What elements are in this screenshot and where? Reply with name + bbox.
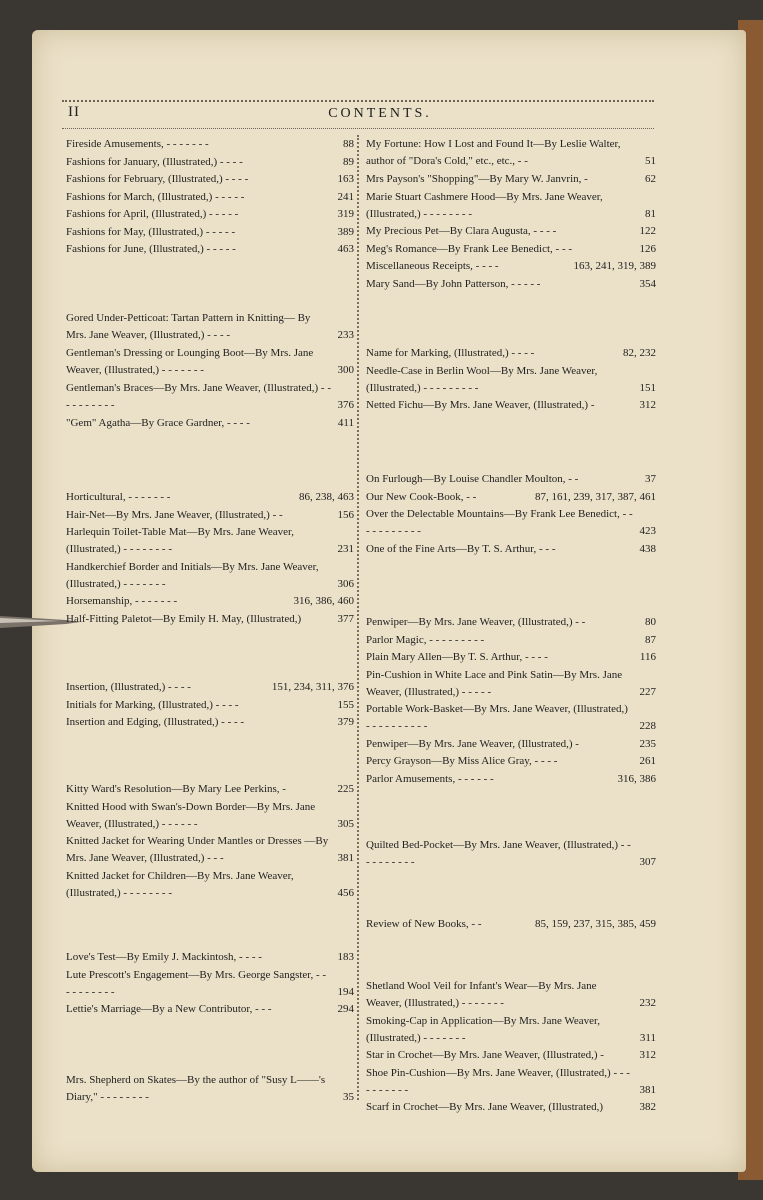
toc-entry-page: 85, 159, 237, 315, 385, 459 <box>535 918 656 930</box>
toc-entry <box>66 949 354 966</box>
toc-entry-page: 227 <box>639 685 656 698</box>
toc-entry-title: Handkerchief Border and Initials—By Mrs. Jane Weaver, (Illustrated,) - - - - - - - <box>66 561 319 591</box>
toc-entry <box>66 136 354 153</box>
toc-entry <box>66 189 354 206</box>
toc-entry-title: "Gem" Agatha—By Grace Gardner, - - - - <box>66 417 250 429</box>
toc-entry-page: 381 <box>337 852 354 865</box>
toc-entry-title: Quilted Bed-Pocket—By Mrs. Jane Weaver, (Illustrated,) - - - - - - - - - - <box>366 839 631 869</box>
toc-entry-title: Gentleman's Braces—By Mrs. Jane Weaver, (Illustrated,) - - - - - - - - - - <box>66 382 331 412</box>
toc-entry <box>366 837 656 871</box>
toc-entry-page: 88 <box>343 138 354 150</box>
toc-entry-title: Knitted Jacket for Wearing Under Mantles or Dresses —By Mrs. Jane Weaver, (Illustrated,) - - - <box>66 835 329 865</box>
toc-entry-page: 319 <box>337 208 354 220</box>
toc-entry-page: 156 <box>337 508 354 521</box>
toc-entry <box>366 667 656 701</box>
toc-entry-page: 376 <box>337 399 354 412</box>
toc-entry <box>66 1072 354 1106</box>
toc-entry <box>366 241 656 258</box>
toc-entry-title: Fashions for May, (Illustrated,) - - - - - <box>66 225 236 238</box>
toc-entry-title: Lettie's Marriage—By a New Contributor, - - - <box>66 1003 272 1015</box>
toc-entry <box>366 171 656 188</box>
toc-entry-page: 116 <box>639 651 656 663</box>
toc-entry-page: 82, 232 <box>623 347 656 359</box>
toc-entry-title: Marie Stuart Cashmere Hood—By Mrs. Jane Weaver, (Illustrated,) - - - - - - - - <box>366 190 603 220</box>
toc-entry <box>366 978 656 1012</box>
toc-entry-title: Penwiper—By Mrs. Jane Weaver, (Illustrated,) - <box>366 737 579 750</box>
toc-entry-page: 307 <box>639 856 656 869</box>
toc-entry-page: 316, 386 <box>617 772 656 785</box>
toc-entry-title: Shoe Pin-Cushion—By Mrs. Jane Weaver, (Illustrated,) - - - - - - - - - - <box>366 1066 630 1096</box>
toc-entry-title: Half-Fitting Paletot—By Emily H. May, (Illustrated,) <box>66 612 302 625</box>
toc-entry <box>66 868 354 902</box>
toc-entry-page: 151, 234, 311, 376 <box>271 681 354 693</box>
toc-entry-page: 312 <box>639 1049 656 1061</box>
toc-entry-title: Hair-Net—By Mrs. Jane Weaver, (Illustrated,) - - <box>66 508 283 521</box>
toc-entry-page: 377 <box>337 612 354 625</box>
toc-entry <box>366 136 656 170</box>
toc-entry <box>66 559 354 593</box>
toc-entry-page: 300 <box>337 364 354 377</box>
toc-entry-title: Mrs. Shepherd on Skates—By the author of "Susy L——'s Diary," - - - - - - - - <box>66 1074 326 1104</box>
toc-entry-page: 382 <box>639 1101 656 1113</box>
toc-entry <box>66 206 354 223</box>
toc-entry-title: Pin-Cushion in White Lace and Pink Satin—By Mrs. Jane Weaver, (Illustrated,) - - - - - <box>366 668 623 698</box>
toc-entry-title: Mrs Payson's "Shopping"—By Mary W. Janvrin, - <box>366 173 588 185</box>
toc-entry-page: 316, 386, 460 <box>293 595 354 607</box>
toc-entry-title: Insertion, (Illustrated,) - - - - <box>66 681 191 693</box>
toc-entry-page: 306 <box>337 578 354 591</box>
toc-entry-title: Meg's Romance—By Frank Lee Benedict, - - - <box>366 242 573 255</box>
toc-entry-title: Scarf in Crochet—By Mrs. Jane Weaver, (Illustrated,) <box>366 1101 604 1113</box>
toc-entry-title: On Furlough—By Louise Chandler Moulton, - - <box>366 473 579 485</box>
toc-entry-page: 51 <box>645 155 656 168</box>
toc-entry-page: 89 <box>343 155 354 168</box>
toc-entry <box>366 736 656 753</box>
toc-entry-page: 241 <box>337 190 354 203</box>
toc-entry <box>366 614 656 631</box>
toc-entry-title: My Fortune: How I Lost and Found It—By Leslie Walter, author of "Dora's Cold," etc., etc., - - <box>366 138 621 168</box>
toc-entry-title: Horticultural, - - - - - - - <box>66 491 171 503</box>
toc-entry-title: Needle-Case in Berlin Wool—By Mrs. Jane Weaver, (Illustrated,) - - - - - - - - - <box>366 364 598 394</box>
toc-entry-title: Over the Delectable Mountains—By Frank Lee Benedict, - - - - - - - - - - - <box>366 508 633 538</box>
toc-entry <box>366 506 656 540</box>
toc-entry-title: Fashions for March, (Illustrated,) - - - - - <box>66 190 245 203</box>
toc-entry <box>366 1065 656 1099</box>
toc-entry-page: 228 <box>639 720 656 733</box>
toc-entry <box>366 258 656 275</box>
toc-entry-page: 35 <box>343 1091 354 1104</box>
toc-entry-page: 311 <box>639 1031 656 1044</box>
toc-entry-page: 163 <box>337 173 354 185</box>
toc-entry-title: Knitted Jacket for Children—By Mrs. Jane Weaver, (Illustrated,) - - - - - - - - <box>66 869 294 899</box>
toc-entry-page: 233 <box>337 329 354 342</box>
toc-entry-title: Mary Sand—By John Patterson, - - - - - <box>366 277 541 290</box>
toc-entry <box>366 541 656 558</box>
toc-entry <box>366 701 656 735</box>
toc-entry <box>66 380 354 414</box>
toc-entry <box>366 345 656 362</box>
toc-entry-title: My Precious Pet—By Clara Augusta, - - - - <box>366 225 557 237</box>
toc-entry-title: Miscellaneous Receipts, - - - - <box>366 260 499 272</box>
toc-entry-title: Fashions for February, (Illustrated,) - - - - <box>66 173 249 185</box>
toc-entry-page: 86, 238, 463 <box>299 491 354 503</box>
toc-entry <box>366 276 656 293</box>
toc-entry-title: Netted Fichu—By Mrs. Jane Weaver, (Illustrated,) - <box>366 399 595 411</box>
toc-entry <box>66 224 354 241</box>
toc-entry-page: 163, 241, 319, 389 <box>573 260 656 272</box>
toc-entry-page: 155 <box>337 698 354 711</box>
toc-entry-page: 456 <box>337 886 354 899</box>
toc-entry <box>366 397 656 414</box>
toc-entry-title: One of the Fine Arts—By T. S. Arthur, - - - <box>366 542 556 555</box>
toc-entry-page: 423 <box>639 525 656 538</box>
toc-entry <box>66 714 354 731</box>
toc-entry-title: Portable Work-Basket—By Mrs. Jane Weaver, (Illustrated,) - - - - - - - - - - <box>366 703 628 733</box>
toc-entry <box>66 154 354 171</box>
toc-entry <box>366 189 656 223</box>
toc-entry-page: 183 <box>337 951 354 963</box>
toc-entry-title: Fireside Amusements, - - - - - - - <box>66 138 209 150</box>
toc-entry-page: 381 <box>639 1083 656 1096</box>
toc-entry-title: Knitted Hood with Swan's-Down Border—By Mrs. Jane Weaver, (Illustrated,) - - - - - - <box>66 800 316 830</box>
toc-entry-title: Lute Prescott's Engagement—By Mrs. George Sangster, - - - - - - - - - - <box>66 968 327 998</box>
toc-entry <box>366 649 656 666</box>
toc-entry-title: Percy Grayson—By Miss Alice Gray, - - - - <box>366 755 558 767</box>
toc-entry-page: 379 <box>337 716 354 728</box>
toc-entry-title: Review of New Books, - - <box>366 918 482 930</box>
toc-entry-title: Gored Under-Petticoat: Tartan Pattern in Knitting— By Mrs. Jane Weaver, (Illustrated,) - - - - <box>66 312 311 342</box>
toc-entry-title: Harlequin Toilet-Table Mat—By Mrs. Jane Weaver, (Illustrated,) - - - - - - - - <box>66 526 294 556</box>
toc-entry <box>366 753 656 770</box>
toc-entry-page: 81 <box>645 207 656 220</box>
toc-entry <box>366 1013 656 1047</box>
toc-entry-page: 231 <box>337 543 354 556</box>
page-number: II <box>68 104 80 120</box>
toc-entry <box>66 489 354 506</box>
page-title: CONTENTS. <box>328 106 432 121</box>
toc-entry-page: 389 <box>337 225 354 238</box>
toc-entry <box>66 1001 354 1018</box>
toc-entry <box>66 310 354 344</box>
toc-entry <box>66 524 354 558</box>
toc-entry-page: 354 <box>639 277 656 290</box>
toc-entry <box>366 223 656 240</box>
toc-entry <box>66 507 354 524</box>
toc-entry-page: 194 <box>337 985 354 998</box>
toc-entry-page: 87 <box>645 633 656 646</box>
toc-entry-title: Insertion and Edging, (Illustrated,) - - - - <box>66 716 245 728</box>
toc-entry <box>66 799 354 833</box>
toc-entry-title: Love's Test—By Emily J. Mackintosh, - - - - <box>66 951 262 963</box>
toc-entry-page: 438 <box>639 542 656 555</box>
toc-entry <box>66 241 354 258</box>
toc-entry-page: 122 <box>639 225 656 237</box>
toc-entry-title: Name for Marking, (Illustrated,) - - - - <box>366 347 535 359</box>
toc-entry-title: Fashions for June, (Illustrated,) - - - - - <box>66 243 236 255</box>
toc-entry <box>366 916 656 933</box>
toc-entry <box>366 771 656 788</box>
toc-entry-page: 235 <box>639 737 656 750</box>
toc-entry <box>66 611 354 628</box>
toc-entry-title: Smoking-Cap in Application—By Mrs. Jane Weaver, (Illustrated,) - - - - - - - <box>366 1014 601 1044</box>
column-divider <box>357 135 359 1100</box>
toc-entry-page: 151 <box>639 381 656 394</box>
toc-entry <box>66 967 354 1001</box>
toc-entry-title: Plain Mary Allen—By T. S. Arthur, - - - - <box>366 651 548 663</box>
toc-entry <box>366 489 656 506</box>
toc-entry-page: 261 <box>639 755 656 767</box>
header-rule <box>62 128 654 129</box>
toc-entry-page: 37 <box>645 473 656 485</box>
toc-entry-title: Fashions for January, (Illustrated,) - - - - <box>66 155 243 168</box>
toc-entry-title: Parlor Magic, - - - - - - - - - <box>366 633 485 646</box>
toc-entry <box>66 679 354 696</box>
toc-entry <box>366 471 656 488</box>
toc-entry-title: Penwiper—By Mrs. Jane Weaver, (Illustrated,) - - <box>366 616 586 628</box>
toc-entry-page: 62 <box>645 173 656 185</box>
toc-entry <box>66 415 354 432</box>
toc-entry <box>366 632 656 649</box>
toc-entry-title: Initials for Marking, (Illustrated,) - - - - <box>66 698 239 711</box>
toc-entry <box>66 593 354 610</box>
toc-entry <box>66 781 354 798</box>
toc-entry <box>66 171 354 188</box>
toc-entry-page: 126 <box>639 242 656 255</box>
toc-entry <box>366 1099 656 1116</box>
top-rule <box>62 100 654 102</box>
toc-entry <box>66 345 354 379</box>
toc-entry-title: Parlor Amusements, - - - - - - <box>366 772 494 785</box>
toc-entry-title: Shetland Wool Veil for Infant's Wear—By Mrs. Jane Weaver, (Illustrated,) - - - - - - - <box>366 980 597 1010</box>
toc-entry-title: Gentleman's Dressing or Lounging Boot—By Mrs. Jane Weaver, (Illustrated,) - - - - - - - <box>66 347 314 377</box>
toc-entry-page: 87, 161, 239, 317, 387, 461 <box>535 490 656 503</box>
toc-entry-title: Star in Crochet—By Mrs. Jane Weaver, (Illustrated,) - <box>366 1049 604 1061</box>
toc-entry-page: 294 <box>337 1003 354 1015</box>
toc-entry-title: Our New Cook-Book, - - <box>366 490 477 503</box>
toc-entry-page: 225 <box>337 783 354 795</box>
toc-entry-title: Fashions for April, (Illustrated,) - - - - - <box>66 208 239 220</box>
toc-entry <box>66 697 354 714</box>
toc-entry-page: 312 <box>639 399 656 411</box>
toc-entry-page: 463 <box>337 243 354 255</box>
toc-entry <box>366 1047 656 1064</box>
toc-entry <box>66 833 354 867</box>
toc-entry-title: Kitty Ward's Resolution—By Mary Lee Perkins, - <box>66 783 286 795</box>
toc-entry-page: 80 <box>645 616 656 628</box>
toc-entry-title: Horsemanship, - - - - - - - <box>66 595 178 607</box>
toc-entry-page: 305 <box>337 817 354 830</box>
toc-entry-page: 232 <box>639 997 656 1010</box>
toc-entry <box>366 363 656 397</box>
toc-entry-page: 411 <box>337 417 354 429</box>
